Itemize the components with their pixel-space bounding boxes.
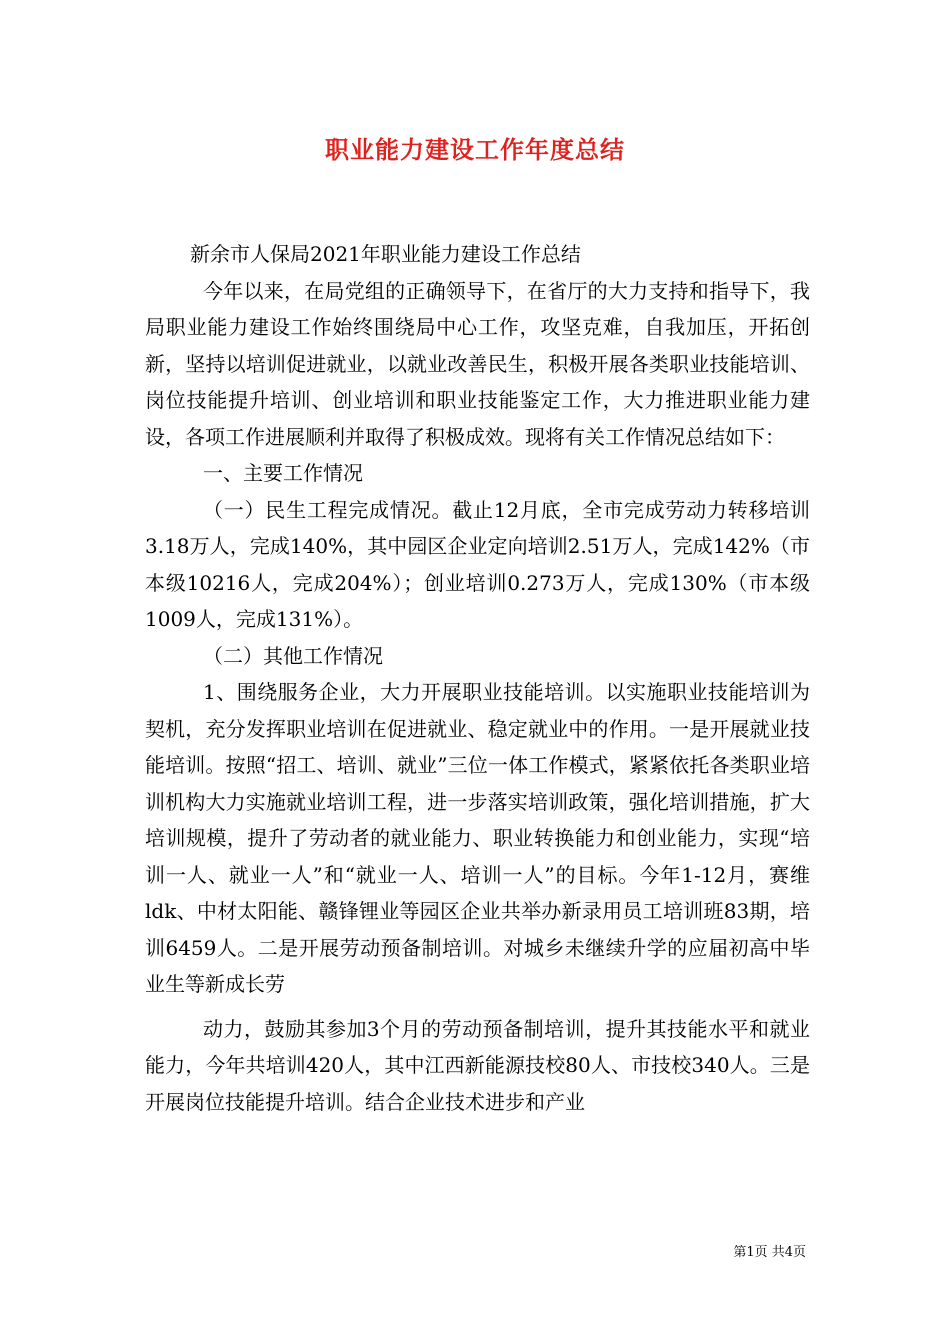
document-title: 职业能力建设工作年度总结 <box>325 135 625 164</box>
paragraph-subtitle: 新余市人保局2021年职业能力建设工作总结 <box>190 242 581 266</box>
section-heading-other-work: （二）其他工作情况 <box>203 643 383 668</box>
paragraph-intro: 今年以来，在局党组的正确领导下，在省厅的大力支持和指导下，我局职业能力建设工作始终围绕局中心工作，攻坚克难，自我加压，开拓创新，坚持以培训促进就业，以就业改善民生，积极开展各类职业技能培训、岗位技能提升培训、创业培训和职业技能鉴定工作，大力推进职业能力建设，各项工作进展顺利并取得了积极成效。现将有关工作情况总结如下： <box>145 278 810 449</box>
document-body <box>145 236 810 1120</box>
paragraph-skills-training: 1、围绕服务企业，大力开展职业技能培训。以实施职业技能培训为契机，充分发挥职业培训在促进就业、稳定就业中的作用。一是开展就业技能培训。按照“招工、培训、就业”三位一体工作模式，紧紧依托各类职业培训机构大力实施就业培训工程，进一步落实培训政策，强化培训措施，扩大培训规模，提升了劳动者的就业能力、职业转换能力和创业能力，实现“培训一人、就业一人”和“就业一人、培训一人”的目标。今年1-12月，赛维ldk、中材太阳能、赣锋锂业等园区企业共举办新录用员工培训班83期，培训6459人。二是开展劳动预备制培训。对城乡未继续升学的应届初高中毕业生等新成长劳 <box>145 680 810 996</box>
paragraph-preparatory-training: 动力，鼓励其参加3个月的劳动预备制培训，提升其技能水平和就业能力，今年共培训420人，其中江西新能源技校80人、市技校340人。三是开展岗位技能提升培训。结合企业技术进步和产业 <box>145 1016 810 1114</box>
page-number: 第1页 共4页 <box>733 1245 806 1260</box>
paragraph-livelihood-projects: （一）民生工程完成情况。截止12月底，全市完成劳动力转移培训3.18万人，完成140%，其中园区企业定向培训2.51万人，完成142%（市本级10216人，完成204%）；创业培训0.273万人，完成130%（市本级1009人，完成131%）。 <box>145 497 810 631</box>
section-heading-main-work: 一、主要工作情况 <box>203 461 363 485</box>
